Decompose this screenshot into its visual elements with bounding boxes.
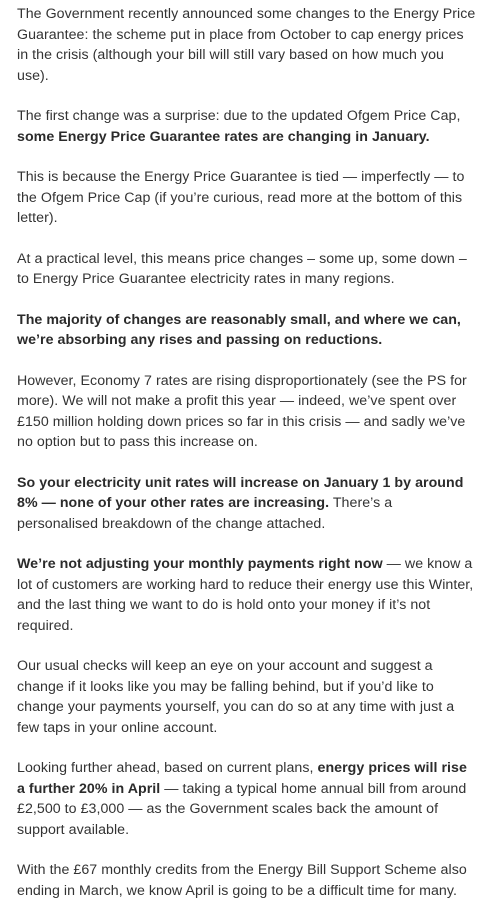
paragraph-practical-level — [17, 249, 477, 290]
text-span: The first change was a surprise: due to the updated Ofgem Price Cap, — [17, 108, 461, 124]
text-span: There’s a personalised breakdown of the change attached. — [17, 495, 393, 532]
text-span: — taking a typical home annual bill from around £2,500 to £3,000 — as the Government scales back the amount of support available. — [17, 780, 467, 838]
text-span: Looking further ahead, based on current plans, — [17, 760, 318, 776]
bold-span: So your electricity unit rates will increase on January 1 by around 8% — none of your other rates are increasing. — [17, 474, 464, 511]
letter-body — [17, 4, 477, 921]
paragraph-tied-to-cap — [17, 167, 477, 229]
text-span: However, Economy 7 rates are rising disproportionately (see the PS for more). We will not make a profit this year — indeed, we’ve spent over £150 million holding down prices so far in this crisis — and sadly we’ve no option but to pass this increase on. — [17, 372, 467, 450]
text-span: This is because the Energy Price Guarantee is tied — imperfectly — to the Ofgem Price Cap (if you’re curious, read more at the bottom of this letter). — [17, 169, 465, 226]
text-span: With the £67 monthly credits from the Energy Bill Support Scheme also ending in March, we know April is going to be a difficult time for many. — [17, 862, 467, 899]
text-span: — we know a lot of customers are working hard to reduce their energy use this Winter, and the last thing we want to do is hold onto your money if it’s not required. — [17, 556, 474, 634]
bold-span: some Energy Price Guarantee rates are changing in January. — [17, 128, 430, 145]
text-span: Our usual checks will keep an eye on your account and suggest a change if it looks like you may be falling behind, but if you’d like to change your payments yourself, you can do so at any time with just a few taps in your online account. — [17, 658, 455, 736]
paragraph-first-change — [17, 106, 477, 147]
text-span: The Government recently announced some changes to the Energy Price Guarantee: the scheme put in place from October to cap energy prices in the crisis (although your bill will still vary based on how much you use). — [17, 6, 476, 84]
paragraph-april-rise — [17, 758, 477, 840]
paragraph-economy-7 — [17, 371, 477, 453]
paragraph-support-ending — [17, 860, 477, 901]
paragraph-scheme-intro — [17, 4, 477, 86]
bold-span: The majority of changes are reasonably small, and where we can, we’re absorbing any rises and passing on reductions. — [17, 311, 461, 348]
bold-span: energy prices will rise a further 20% in April — [17, 760, 467, 797]
paragraph-usual-checks — [17, 656, 477, 738]
paragraph-unit-rate-increase — [17, 473, 477, 535]
bold-span: We’re not adjusting your monthly payments right now — [17, 556, 383, 572]
paragraph-monthly-payments — [17, 554, 477, 636]
text-span: At a practical level, this means price changes – some up, some down – to Energy Price Guarantee electricity rates in many regions. — [17, 250, 467, 287]
paragraph-majority-small — [17, 310, 477, 351]
